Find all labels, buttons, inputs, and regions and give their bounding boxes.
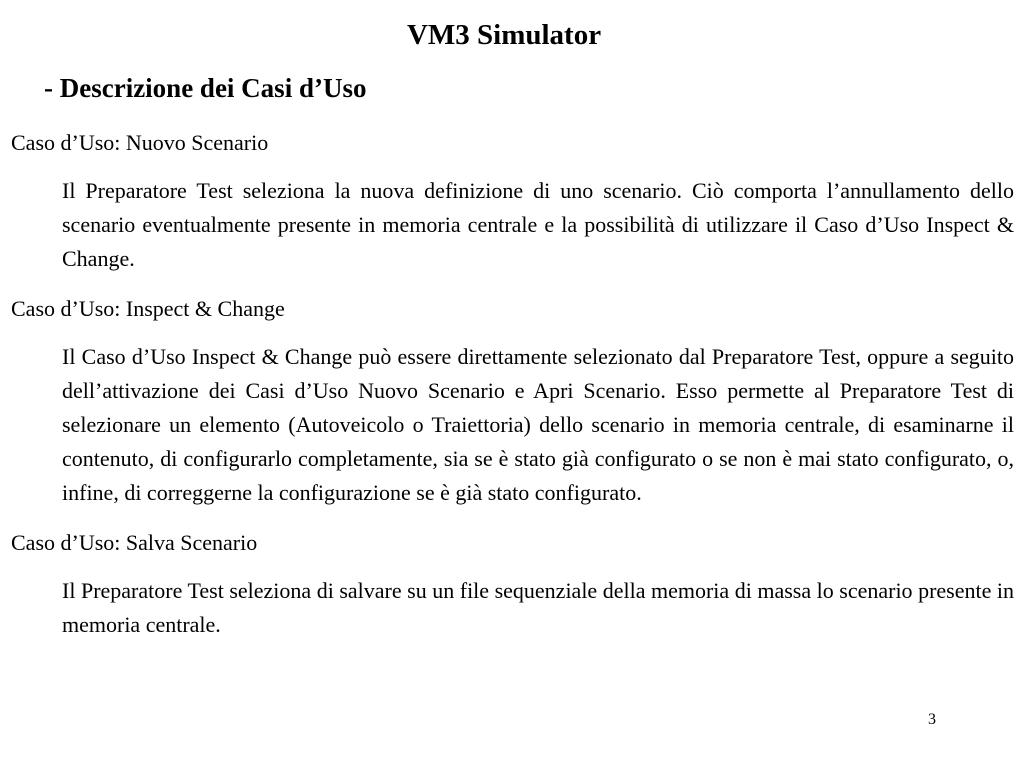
- use-case-section: [11, 292, 1014, 510]
- slide-title: VM3 Simulator: [406, 19, 602, 51]
- use-case-heading: Caso d’Uso: Salva Scenario: [11, 530, 258, 555]
- use-case-description: Il Preparatore Test seleziona la nuova definizione di uno scenario. Ciò comporta l’annullamento dello scenario eventualmente presente in memoria centrale e la possibilità di utilizzare il Caso d’Uso Inspect & Change.: [62, 178, 1014, 271]
- slide-content: [11, 126, 1014, 642]
- use-case-heading: Caso d’Uso: Inspect & Change: [11, 296, 285, 321]
- page-number: 3: [928, 711, 936, 728]
- slide-subtitle: - Descrizione dei Casi d’Uso: [44, 73, 367, 103]
- use-case-description: Il Caso d’Uso Inspect & Change può essere direttamente selezionato dal Preparatore Test, oppure a seguito dell’attivazione dei Casi d’Uso Nuovo Scenario e Apri Scenario. Esso permette al Preparatore Test di selezionare un elemento (Autoveicolo o Traiettoria) dello scenario in memoria centrale, di esaminarne il contenuto, di configurarlo completamente, sia se è stato già configurato o se non è mai stato configurato, o, infine, di correggerne la configurazione se è già stato configurato.: [62, 344, 1014, 505]
- use-case-section: [11, 126, 1014, 276]
- use-case-description: Il Preparatore Test seleziona di salvare su un file sequenziale della memoria di massa lo scenario presente in memoria centrale.: [62, 578, 1014, 637]
- use-case-heading: Caso d’Uso: Nuovo Scenario: [11, 130, 269, 155]
- use-case-section: [11, 526, 1014, 642]
